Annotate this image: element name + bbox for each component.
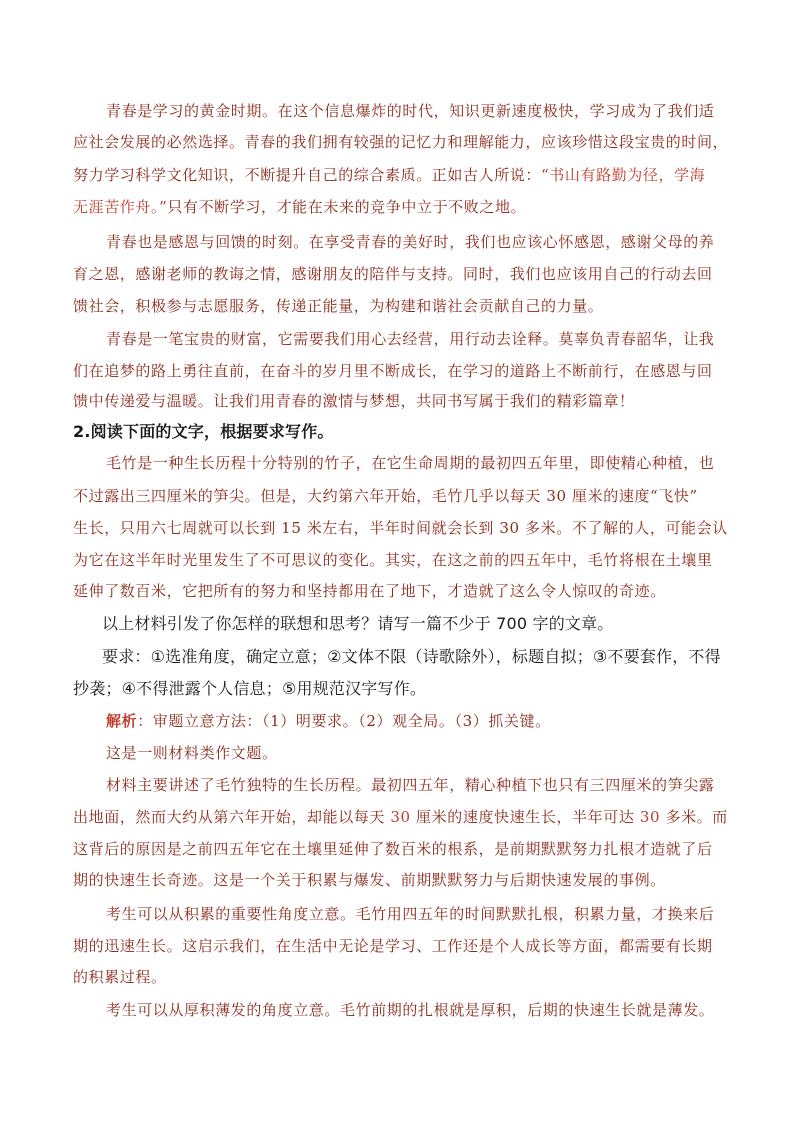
analysis-method-text: ：审题立意方法：（1）明要求。（2）观全局。（3）抓关键。 xyxy=(137,712,551,730)
essay-text: 努力学习科学文化知识，不断提升自己的综合素质。正如古人所说： xyxy=(73,166,542,184)
analysis-line: 这背后的原因是之前四五年它在土壤里延伸了数百米的根系，是前期默默努力扎根才造就了后 xyxy=(73,840,713,858)
analysis-text: 出地面，然而大约从第六年开始，却能以每天 xyxy=(73,808,391,826)
essay-line xyxy=(73,164,705,185)
analysis-line: 考生可以从厚积薄发的角度立意。毛竹前期的扎根就是厚积，后期的快速生长就是薄发。 xyxy=(106,1001,715,1019)
essay-line xyxy=(73,196,526,217)
material-line: 生长，只用六七周就可以长到 15 米左右，半年时间就会长到 30 多米。不了解的人，可能会认 xyxy=(73,519,728,537)
analysis-method xyxy=(106,710,551,731)
essay-line: 馈社会，积极参与志愿服务，传递正能量，为构建和谐社会贡献自己的力量。 xyxy=(73,297,604,315)
analysis-type: 这是一则材料类作文题。 xyxy=(106,744,278,762)
requirements-line: 抄袭；④不得泄露个人信息；⑤用规范汉字写作。 xyxy=(73,679,427,698)
classical-quote: 无涯苦作舟。” xyxy=(73,198,168,216)
highlight-number: 30 xyxy=(390,808,411,826)
essay-line: 青春是学习的黄金时期。在这个信息爆炸的时代，知识更新速度极快，学习成为了我们适 xyxy=(106,102,715,120)
question-title: 2.阅读下面的文字，根据要求写作。 xyxy=(73,422,334,441)
essay-line: 应社会发展的必然选择。青春的我们拥有较强的记忆力和理解能力，应该珍惜这段宝贵的时间， xyxy=(73,133,729,151)
analysis-line: 的积累过程。 xyxy=(73,968,167,986)
analysis-label: 解析 xyxy=(106,712,138,730)
requirements-line: 要求：①选准角度，确定立意；②文体不限（诗歌除外），标题自拟；③不要套作，不得 xyxy=(102,647,721,666)
essay-line: 馈中传递爱与温暖。让我们用青春的激情与梦想，共同书写属于我们的精彩篇章！ xyxy=(73,392,635,410)
essay-line: 们在追梦的路上勇往直前，在奋斗的岁月里不断成长，在学习的道路上不断前行，在感恩与回 xyxy=(73,362,713,380)
material-line: 为它在这半年时光里发生了不可思议的变化。其实，在这之前的四五年中，毛竹将根在土壤里 xyxy=(73,551,713,569)
material-line: 毛竹是一种生长历程十分特别的竹子，在它生命周期的最初四五年里，即使精心种植，也 xyxy=(106,454,715,472)
essay-line: 育之恩，感谢老师的教诲之情，感谢朋友的陪伴与支持。同时，我们也应该用自己的行动去回 xyxy=(73,265,713,283)
material-line: 不过露出三四厘米的笋尖。但是，大约第六年开始，毛竹几乎以每天 30 厘米的速度“飞快” xyxy=(73,487,698,505)
essay-text: 只有不断学习，才能在未来的竞争中立于不败之地。 xyxy=(167,198,527,216)
analysis-line: 期的快速生长奇迹。这是一个关于积累与爆发、前期默默努力与后期快速发展的事例。 xyxy=(73,871,666,889)
highlight-number: 30 xyxy=(639,808,661,826)
essay-line: 青春也是感恩与回馈的时刻。在享受青春的美好时，我们也应该心怀感恩，感谢父母的养 xyxy=(106,233,715,251)
classical-quote: “书山有路勤为径，学海 xyxy=(541,166,706,184)
analysis-line: 期的迅速生长。这启示我们，在生活中无论是学习、工作还是个人成长等方面，都需要有长期 xyxy=(73,937,713,955)
analysis-line xyxy=(73,806,728,827)
analysis-text: 多米。而 xyxy=(660,808,728,826)
essay-line: 青春是一笔宝贵的财富，它需要我们用心去经营，用行动去诠释。莫辜负青春韶华，让我 xyxy=(106,330,715,348)
analysis-line: 材料主要讲述了毛竹独特的生长历程。最初四五年，精心种植下也只有三四厘米的笋尖露 xyxy=(106,776,715,794)
material-line: 延伸了数百米，它把所有的努力和坚持都用在了地下，才造就了这么令人惊叹的奇迹。 xyxy=(73,582,666,600)
analysis-line: 考生可以从积累的重要性角度立意。毛竹用四五年的时间默默扎根，积累力量，才换来后 xyxy=(106,905,715,923)
analysis-text: 厘米的速度快速生长，半年可达 xyxy=(410,808,640,826)
question-text: 以上材料引发了你怎样的联想和思考？请写一篇不少于 700 字的文章。 xyxy=(102,614,614,633)
